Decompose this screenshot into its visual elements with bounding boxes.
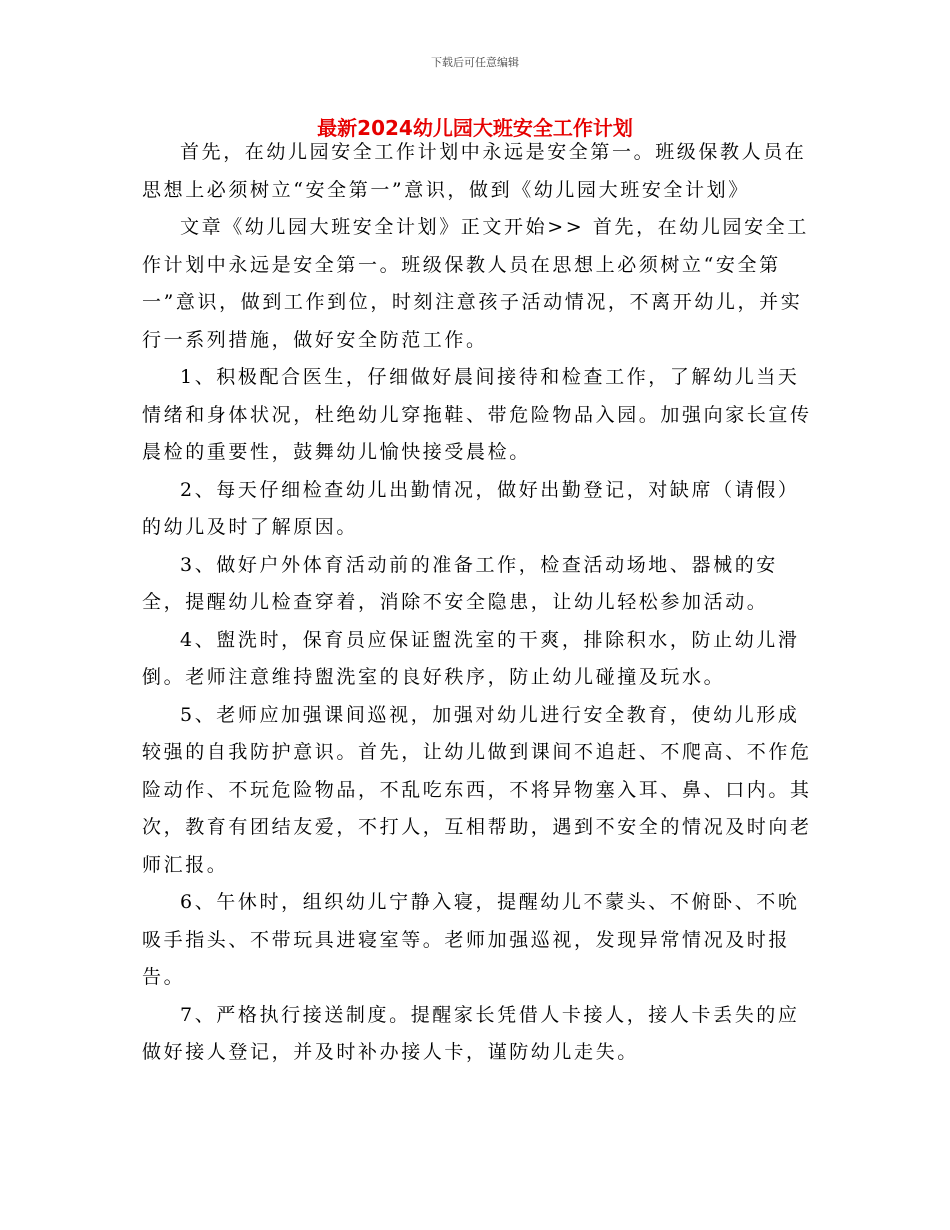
paragraph-item-4: 4、盥洗时，保育员应保证盥洗室的干爽，排除积水，防止幼儿滑倒。老师注意维持盥洗室的良好秩序，防止幼儿碰撞及玩水。 [142,628,800,688]
paragraph-item-1: 1、积极配合医生，仔细做好晨间接待和检查工作，了解幼儿当天情绪和身体状况，杜绝幼儿穿拖鞋、带危险物品入园。加强向家长宣传晨检的重要性，鼓舞幼儿愉快接受晨检。 [142,366,812,463]
header-note: 下载后可任意编辑 [431,56,519,69]
paragraph-article-start: 文章《幼儿园大班安全计划》正文开始>> 首先，在幼儿园安全工作计划中永远是安全第一。班级保教人员在思想上必须树立“安全第一”意识，做到工作到位，时刻注意孩子活动情况，不离开幼儿，并实行一系列措施，做好安全防范工作。 [142,216,809,351]
paragraph-item-7: 7、严格执行接送制度。提醒家长凭借人卡接人，接人卡丢失的应做好接人登记，并及时补办接人卡，谨防幼儿走失。 [142,1003,800,1063]
document-body [142,134,812,1072]
paragraph-intro: 首先，在幼儿园安全工作计划中永远是安全第一。班级保教人员在思想上必须树立“安全第一”意识，做到《幼儿园大班安全计划》 [142,141,807,201]
paragraph-item-3: 3、做好户外体育活动前的准备工作，检查活动场地、器械的安全，提醒幼儿检查穿着，消除不安全隐患，让幼儿轻松参加活动。 [142,553,778,613]
paragraph-item-6: 6、午休时，组织幼儿宁静入寝，提醒幼儿不蒙头、不俯卧、不吮吸手指头、不带玩具进寝室等。老师加强巡视，发现异常情况及时报告。 [142,891,800,988]
paragraph-item-5: 5、老师应加强课间巡视，加强对幼儿进行安全教育，使幼儿形成较强的自我防护意识。首先，让幼儿做到课间不追赶、不爬高、不作危险动作、不玩危险物品，不乱吃东西，不将异物塞入耳、鼻、口内。其次，教育有团结友爱，不打人，互相帮助，遇到不安全的情况及时向老师汇报。 [142,703,812,876]
paragraph-item-2: 2、每天仔细检查幼儿出勤情况，做好出勤登记，对缺席（请假）的幼儿及时了解原因。 [142,478,800,538]
document-title: 最新2024幼儿园大班安全工作计划 [317,116,633,140]
